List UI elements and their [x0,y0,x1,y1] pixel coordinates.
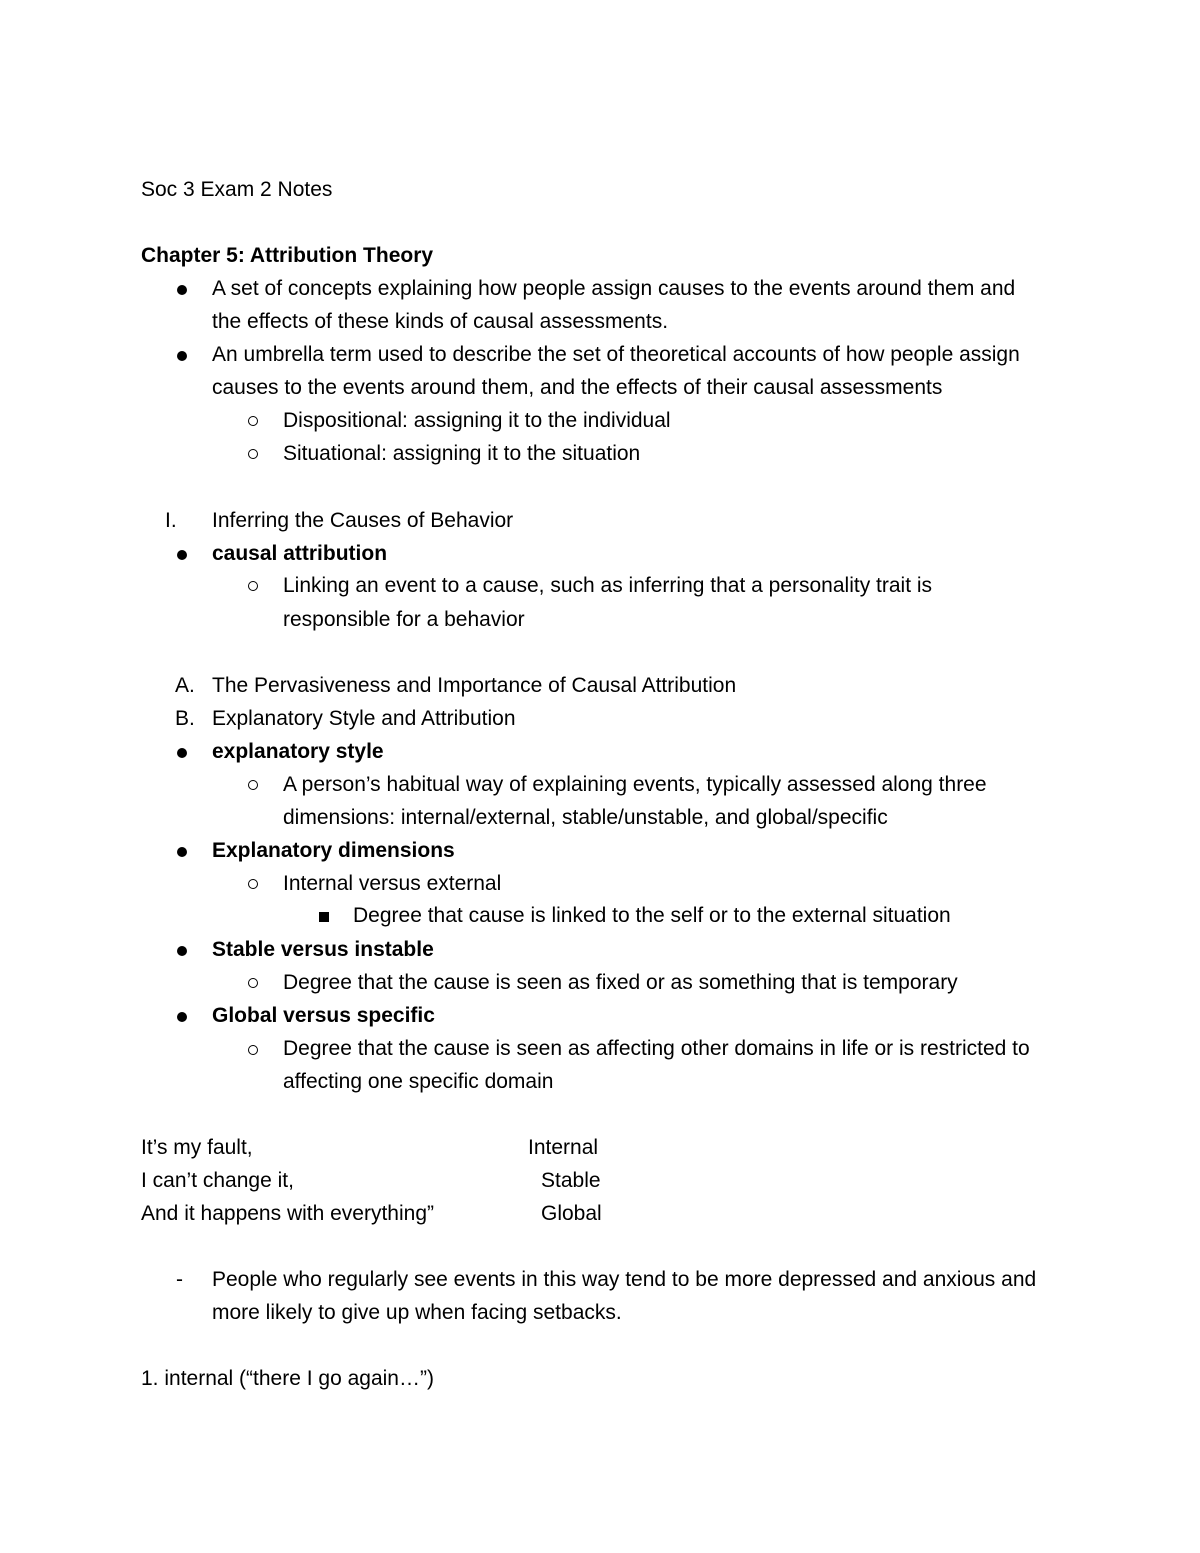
quote-line: And it happens with everything” [141,1202,435,1225]
explanatory-dimensions-heading: Explanatory dimensions [212,839,455,862]
section-number: I. [165,509,177,532]
quote-label: Global [541,1202,602,1225]
bullet-dot-icon [177,847,187,857]
definition-2-line-2: causes to the events around them, and the effects of their causal assessments [212,376,943,399]
quote-line: I can’t change it, [141,1169,294,1192]
global-specific-def-line-2: affecting one specific domain [283,1070,554,1093]
numbered-item: 1. internal (“there I go again…”) [141,1367,434,1390]
definition-1-line-1: A set of concepts explaining how people assign causes to the events around them and [212,277,1016,300]
bullet-circle-icon [248,449,258,459]
subsection-letter: B. [175,707,195,730]
explanatory-style-def-line-2: dimensions: internal/external, stable/unstable, and global/specific [283,806,888,829]
causal-attribution-term: causal attribution [212,542,388,565]
bullet-square-icon [319,912,329,922]
bullet-dot-icon [177,748,187,758]
explanatory-style-def-line-1: A person’s habitual way of explaining events, typically assessed along three [283,773,987,796]
definition-1-line-2: the effects of these kinds of causal assessments. [212,310,669,333]
bullet-circle-icon [248,780,258,790]
global-specific-def-line-1: Degree that the cause is seen as affecting other domains in life or is restricted to [283,1037,1030,1060]
dispositional-item: Dispositional: assigning it to the individual [283,409,671,432]
dash-note-line-1: People who regularly see events in this way tend to be more depressed and anxious and [212,1268,1037,1291]
bullet-circle-icon [248,978,258,988]
quote-label: Stable [541,1169,601,1192]
dash-marker: - [176,1268,183,1291]
bullet-dot-icon [177,351,187,361]
quote-label: Internal [528,1136,599,1159]
bullet-dot-icon [177,550,187,560]
bullet-circle-icon [248,581,258,591]
bullet-dot-icon [177,1012,187,1022]
bullet-dot-icon [177,946,187,956]
bullet-circle-icon [248,879,258,889]
dash-note-line-2: more likely to give up when facing setbacks. [212,1301,622,1324]
subsection-title: Explanatory Style and Attribution [212,707,516,730]
subsection-title: The Pervasiveness and Importance of Causal Attribution [212,674,737,697]
bullet-circle-icon [248,1045,258,1055]
situational-item: Situational: assigning it to the situation [283,442,641,465]
causal-attribution-def-line-1: Linking an event to a cause, such as inferring that a personality trait is [283,574,933,597]
causal-attribution-def-line-2: responsible for a behavior [283,608,525,631]
definition-2-line-1: An umbrella term used to describe the set of theoretical accounts of how people assign [212,343,1020,366]
explanatory-style-term: explanatory style [212,740,384,763]
stable-instable-heading: Stable versus instable [212,938,434,961]
section-title: Inferring the Causes of Behavior [212,509,514,532]
chapter-heading: Chapter 5: Attribution Theory [141,244,434,267]
internal-external-item: Internal versus external [283,872,502,895]
internal-external-def: Degree that cause is linked to the self or to the external situation [353,904,951,927]
bullet-circle-icon [248,416,258,426]
stable-instable-def: Degree that the cause is seen as fixed or as something that is temporary [283,971,958,994]
global-specific-heading: Global versus specific [212,1004,435,1027]
bullet-dot-icon [177,285,187,295]
document-title: Soc 3 Exam 2 Notes [141,178,333,201]
quote-line: It’s my fault, [141,1136,253,1159]
subsection-letter: A. [175,674,195,697]
